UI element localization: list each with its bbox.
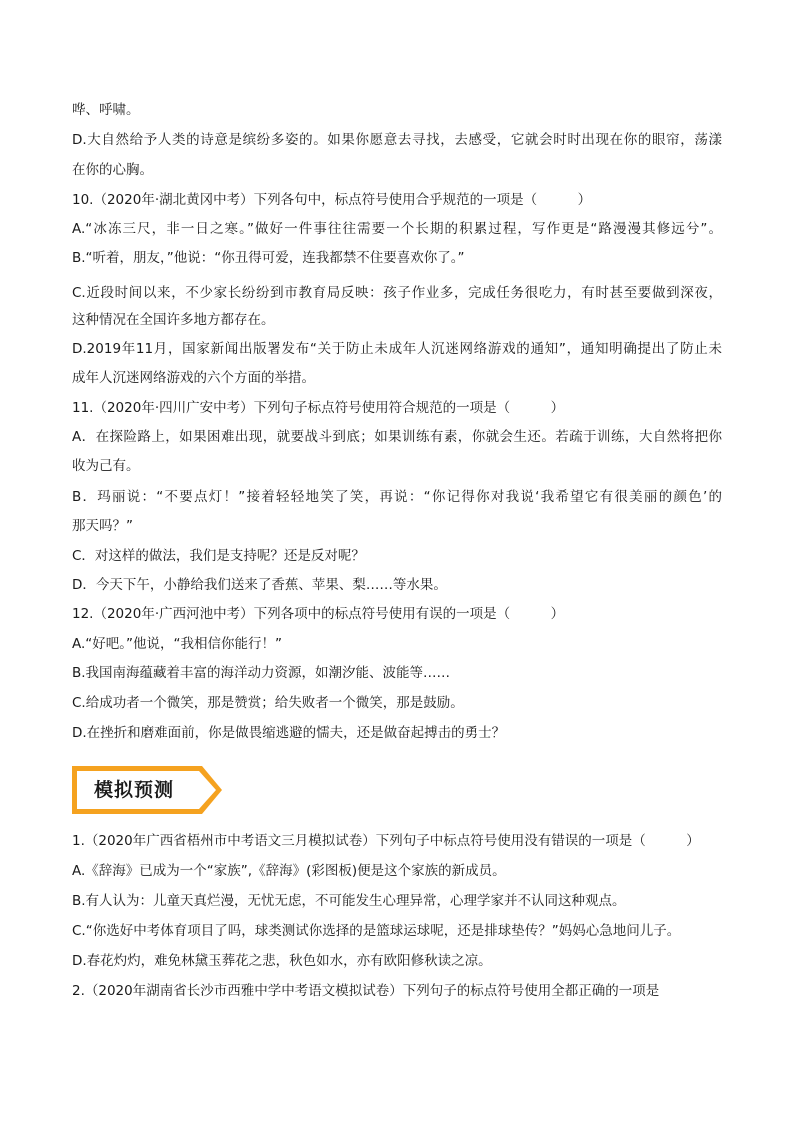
line: A.《辞海》已成为一个“家族”,《辞海》(彩图板)便是这个家族的新成员。 — [72, 863, 506, 879]
line: A．在探险路上，如果困难出现，就要战斗到底；如果训练有素，你就会生还。若疏于训练，大自然将把你 — [72, 429, 722, 445]
line: 哗、呼啸。 — [72, 102, 140, 118]
question-10: 10.（2020年·湖北黄冈中考）下列各句中，标点符号使用合乎规范的一项是（ ） — [72, 192, 592, 208]
question-12: 12.（2020年·广西河池中考）下列各项中的标点符号使用有误的一项是（ ） — [72, 606, 565, 622]
mock-question-2: 2.（2020年湖南省长沙市西雅中学中考语文模拟试卷）下列句子的标点符号使用全都正确的一项是 — [72, 983, 660, 999]
line: B.有人认为：儿童天真烂漫，无忧无虑，不可能发生心理异常，心理学家并不认同这种观点。 — [72, 893, 626, 909]
line: D.大自然给予人类的诗意是缤纷多姿的。如果你愿意去寻找，去感受，它就会时时出现在你的眼帘，荡漾 — [72, 132, 722, 148]
line: 收为己有。 — [72, 458, 140, 474]
line: C.“你选好中考体育项目了吗，球类测试你选择的是篮球运球呢，还是排球垫传？”妈妈心急地问儿子。 — [72, 923, 681, 939]
line: 这种情况在全国许多地方都存在。 — [72, 312, 275, 328]
line: C.给成功者一个微笑，那是赞赏；给失败者一个微笑，那是鼓励。 — [72, 695, 464, 711]
mock-question-1: 1.（2020年广西省梧州市中考语文三月模拟试卷）下列句子中标点符号使用没有错误的一项是（ ） — [72, 833, 700, 849]
line: D．今天下午，小静给我们送来了香蕉、苹果、梨……等水果。 — [72, 577, 447, 593]
line: 在你的心胸。 — [72, 162, 153, 178]
line: B.“听着，朋友，”他说：“你丑得可爱，连我都禁不住要喜欢你了。” — [72, 250, 465, 266]
line: D.在挫折和磨难面前，你是做畏缩逃避的懦夫，还是做奋起搏击的勇士？ — [72, 725, 506, 741]
line: A.“好吧。”他说，“我相信你能行！” — [72, 636, 283, 652]
line: D.春花灼灼，难免林黛玉葬花之悲，秋色如水，亦有欧阳修秋读之凉。 — [72, 953, 492, 969]
line: D.2019年11月，国家新闻出版署发布“关于防止未成年人沉迷网络游戏的通知”，通知明确提出了防止未 — [72, 341, 722, 357]
line: C.近段时间以来，不少家长纷纷到市教育局反映：孩子作业多，完成任务很吃力，有时甚至要做到深夜， — [72, 285, 722, 301]
line: 那天吗？” — [72, 518, 133, 534]
line: B．玛丽说：“不要点灯！”接着轻轻地笑了笑，再说：“你记得你对我说‘我希望它有很美丽的颜色’的 — [72, 489, 722, 505]
line: B.我国南海蕴藏着丰富的海洋动力资源，如潮汐能、波能等…… — [72, 665, 451, 681]
line: A.“冰冻三尺，非一日之寒。”做好一件事往往需要一个长期的积累过程，写作更是“路漫漫其修远兮”。 — [72, 221, 722, 237]
section-title: 模拟预测 — [94, 779, 175, 801]
line: 成年人沉迷网络游戏的六个方面的举措。 — [72, 370, 315, 386]
section-banner — [72, 766, 222, 814]
question-11: 11.（2020年·四川广安中考）下列句子标点符号使用符合规范的一项是（ ） — [72, 400, 565, 416]
line: C．对这样的做法，我们是支持呢？还是反对呢？ — [72, 548, 365, 564]
